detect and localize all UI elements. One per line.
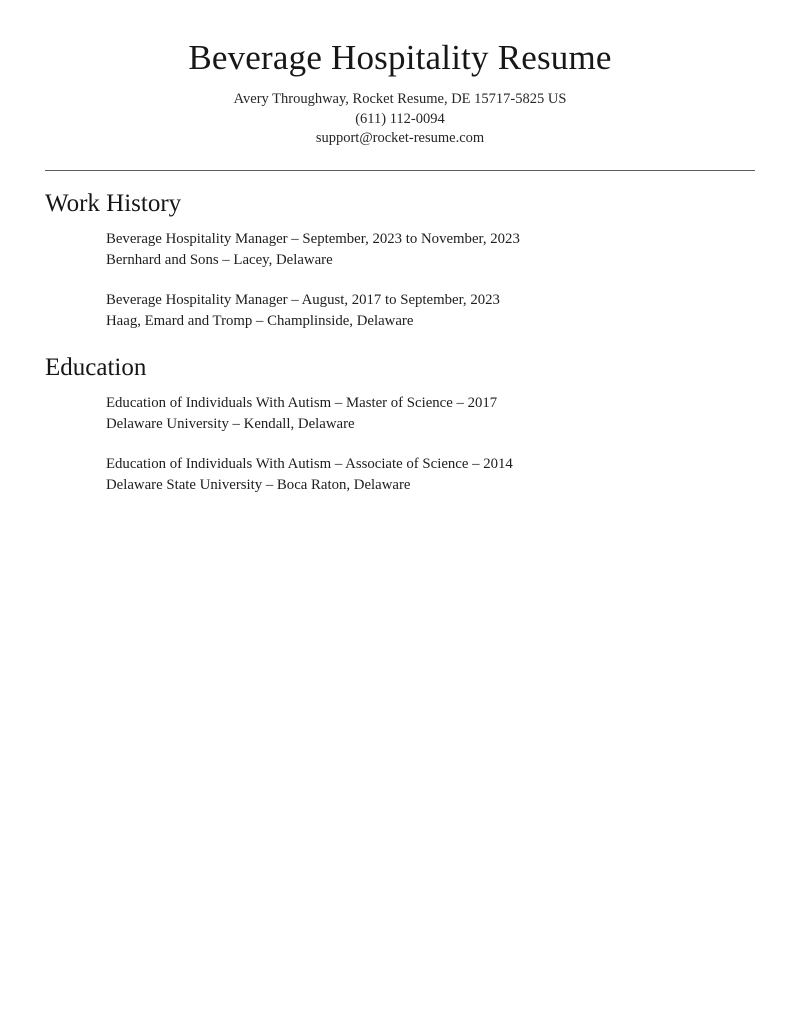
- contact-email: support@rocket-resume.com: [315, 130, 485, 147]
- contact-phone: (611) 112-0094: [355, 110, 445, 127]
- entry-primary: Beverage Hospitality Manager – August, 2017 to September, 2023: [106, 291, 500, 308]
- header-divider: [45, 170, 755, 171]
- entry-primary: Beverage Hospitality Manager – September, 2023 to November, 2023: [106, 230, 520, 247]
- resume-header: [0, 0, 800, 149]
- section-heading-work-history: Work History: [45, 189, 182, 217]
- contact-address: Avery Throughway, Rocket Resume, DE 15717-5825 US: [233, 91, 567, 108]
- education-entries: [45, 393, 755, 497]
- work-history-entry: [106, 229, 755, 272]
- education-entry: [106, 393, 755, 436]
- entry-secondary: Delaware State University – Boca Raton, Delaware: [106, 477, 411, 494]
- resume-body: [0, 189, 800, 497]
- section-heading-education: Education: [45, 353, 147, 381]
- entry-primary: Education of Individuals With Autism – Master of Science – 2017: [106, 394, 498, 411]
- entry-secondary: Delaware University – Kendall, Delaware: [106, 416, 355, 433]
- entry-secondary: Haag, Emard and Tromp – Champlinside, Delaware: [106, 313, 414, 330]
- education-entry: [106, 454, 755, 497]
- section-work-history: [45, 189, 755, 333]
- entry-primary: Education of Individuals With Autism – Associate of Science – 2014: [106, 455, 513, 472]
- entry-secondary: Bernhard and Sons – Lacey, Delaware: [106, 252, 333, 269]
- work-history-entry: [106, 290, 755, 333]
- section-education: [45, 353, 755, 497]
- work-history-entries: [45, 229, 755, 333]
- page-title: Beverage Hospitality Resume: [188, 38, 612, 77]
